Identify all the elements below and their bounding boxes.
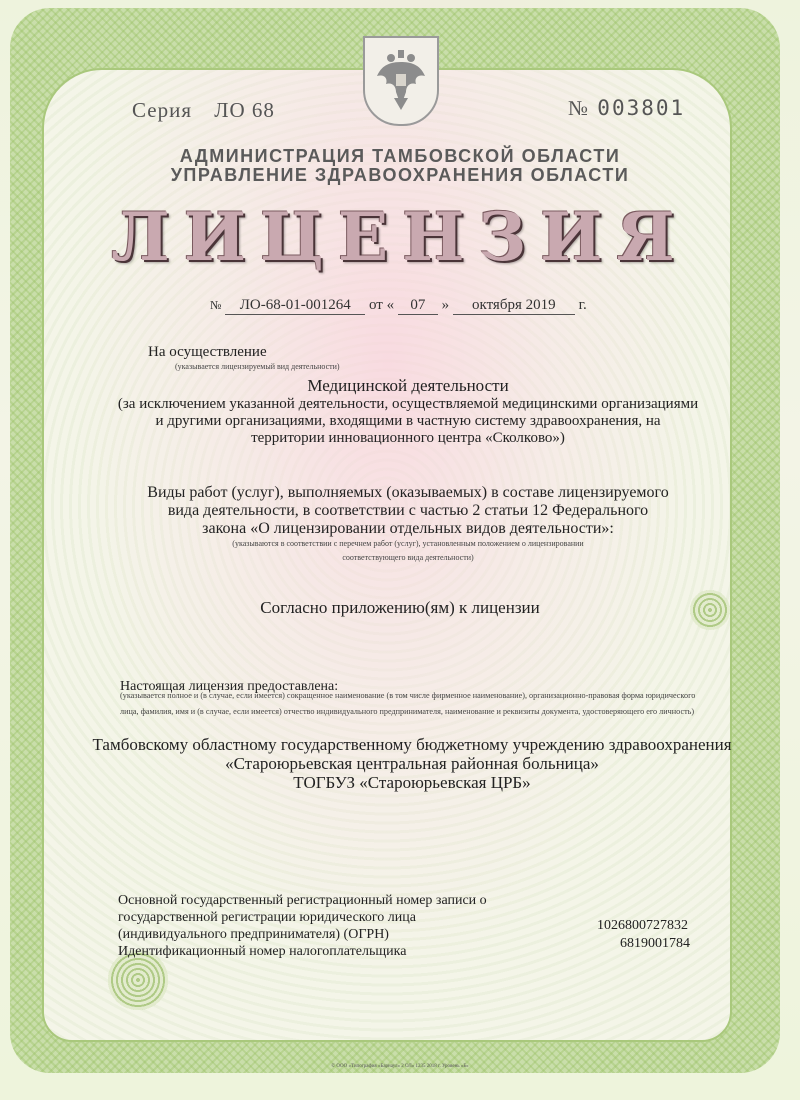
- activity-label: На осуществление: [148, 344, 267, 360]
- authority-line-1: АДМИНИСТРАЦИЯ ТАМБОВСКОЙ ОБЛАСТИ: [179, 146, 621, 166]
- license-number-line: [210, 297, 587, 315]
- ogrn-label-line: государственной регистрации юридического лица: [118, 910, 416, 925]
- works-line: вида деятельности, в соответствии с частью 2 статьи 12 Федерального: [167, 502, 649, 519]
- works-hint-line: соответствующего вида деятельности): [342, 553, 474, 562]
- series-value: ЛО 68: [214, 98, 275, 122]
- activity-name: Медицинской деятельности: [307, 376, 509, 395]
- ogrn-value: 1026800727832: [597, 918, 688, 933]
- works-value: Согласно приложению(ям) к лицензии: [260, 598, 540, 617]
- number-label: №: [568, 96, 591, 120]
- series-label: Серия: [132, 98, 192, 122]
- blank-number-field: [568, 96, 685, 121]
- series-field: [132, 98, 275, 123]
- inn-value: 6819001784: [620, 936, 690, 951]
- license-no-label: №: [210, 298, 222, 312]
- grantee-label: Настоящая лицензия предоставлена:: [120, 679, 339, 694]
- quote-open: «: [386, 297, 395, 313]
- license-month-year: октября 2019: [453, 297, 575, 315]
- coat-of-arms-icon: [363, 36, 439, 126]
- grantee-name-line: «Староюрьевская центральная районная больница»: [225, 754, 599, 773]
- activity-hint: (указывается лицензируемый вид деятельности): [175, 362, 340, 371]
- works-line: Виды работ (услуг), выполняемых (оказываемых) в составе лицензируемого: [147, 484, 669, 501]
- inn-label: Идентификационный номер налогоплательщика: [118, 944, 407, 959]
- quote-close: »: [441, 297, 450, 313]
- license-number: ЛО-68-01-001264: [225, 297, 365, 315]
- activity-detail-line: территории инновационного центра «Сколково»): [251, 430, 565, 446]
- license-from-label: от: [368, 297, 383, 313]
- authority-line-2: УПРАВЛЕНИЕ ЗДРАВООХРАНЕНИЯ ОБЛАСТИ: [170, 165, 630, 185]
- activity-detail-line: (за исключением указанной деятельности, осуществляемой медицинскими организациями: [117, 396, 699, 412]
- ogrn-label-line: Основной государственный регистрационный номер записи о: [118, 893, 487, 908]
- activity-detail-line: и другими организациями, входящими в частную систему здравоохранения, на: [155, 413, 661, 429]
- ogrn-label-line: (индивидуального предпринимателя) (ОГРН): [118, 927, 389, 942]
- printer-imprint: © ООО «Типография «Барнаул» 2 ОЛ» 1235 2018 г. Уровень «Б»: [331, 1064, 469, 1069]
- works-hint-line: (указываются в соответствии с перечнем работ (услуг), установленным положением о лицензировании: [232, 539, 584, 548]
- grantee-hint-line: (указывается полное и (в случае, если имеется) сокращенное наименование (в том числе фирменное наименование), организационно-правовая форма юридического: [120, 691, 696, 700]
- license-year-suffix: г.: [578, 297, 587, 313]
- grantee-name-line: ТОГБУЗ «Староюрьевская ЦРБ»: [293, 773, 531, 792]
- grantee-name-line: Тамбовскому областному государственному бюджетному учреждению здравоохранения: [92, 735, 732, 754]
- number-value: 003801: [597, 96, 686, 120]
- grantee-hint-line: лица, фамилия, имя и (в случае, если имеется) отчество индивидуального предпринимателя, наименование и реквизиты документа, удостоверяющего его личность): [120, 707, 695, 716]
- license-day: 07: [398, 297, 438, 315]
- document-title: ЛИЦЕНЗИЯ: [111, 198, 689, 276]
- works-line: закона «О лицензировании отдельных видов деятельности»:: [202, 520, 614, 537]
